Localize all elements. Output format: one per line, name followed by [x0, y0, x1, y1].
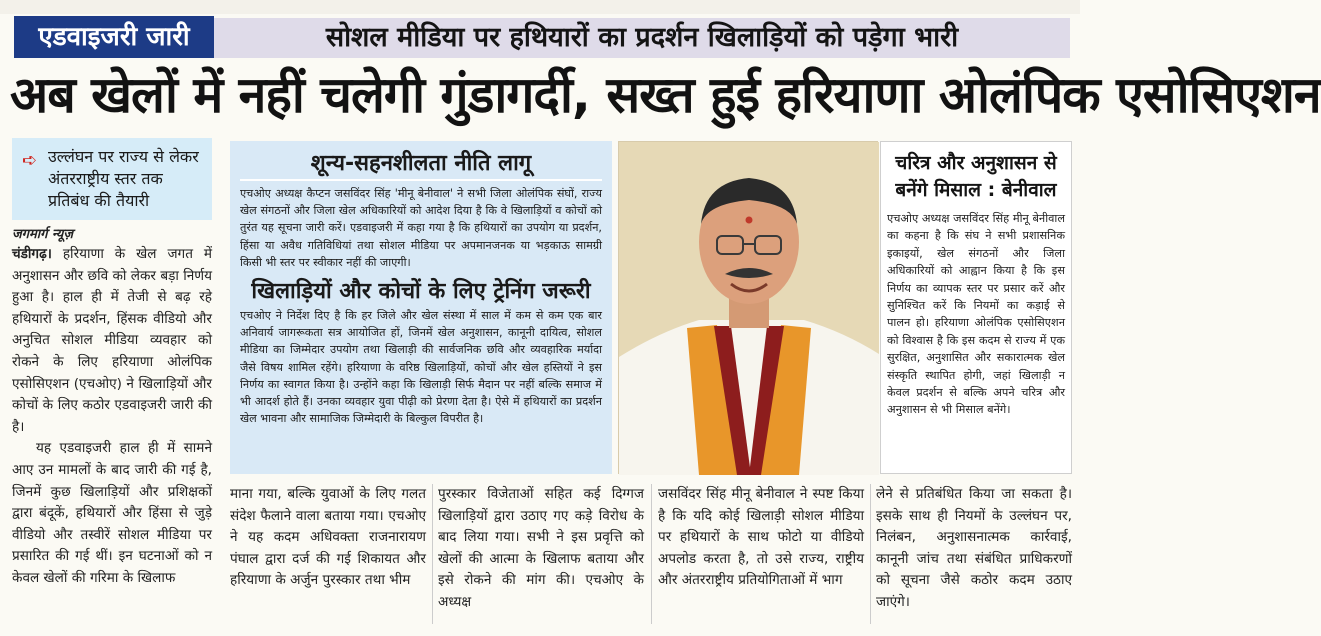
training-text: एचओए ने निर्देश दिए है कि हर जिले और खेल संस्था में साल में कम से कम एक बार अनिवार्य जागरूकता सत्र आयोजित हों, जिनमें खेल अनुशासन, कानूनी दायित्व, सोशल मीडिया का जिम्मेदार उपयोग तथा खिलाड़ी की सार्वजनिक छवि और व्यवहारिक मर्यादा जैसे विषय शामिल रहेंगे। हरियाणा के वरिष्ठ खिलाड़ियों, कोचों और खेल हस्तियों ने इस निर्णय का स्वागत किया है। उन्होंने कहा कि खिलाड़ी सिर्फ मैदान पर नहीं बल्कि समाज में भी आदर्श होते हैं। उनका व्यवहार युवा पीढ़ी को प्रेरणा देता है। ऐसे में हथियारों का प्रदर्शन खेल भावना और सामाजिक जिम्मेदारी के बिल्कुल विपरीत है।: [240, 309, 602, 426]
top-strip: [0, 0, 1080, 14]
highlight-box: [12, 138, 212, 220]
training-heading: खिलाड़ियों और कोचों के लिए ट्रेनिंग जरूरी: [251, 279, 591, 305]
article-column-2: [230, 484, 426, 628]
article-column-3: [438, 484, 644, 628]
arrow-right-icon: ➪: [22, 150, 38, 171]
advisory-tag: एडवाइजरी जारी: [14, 16, 214, 58]
highlight-text: उल्लंघन पर राज्य से लेकर अंतरराष्ट्रीय स्तर तक प्रतिबंध की तैयारी: [48, 147, 199, 210]
quote-heading: चरित्र और अनुशासन से बनेंगे मिसाल : बेनीवाल: [895, 152, 1057, 201]
column-5-text: लेने से प्रतिबंधित किया जा सकता है। इसके साथ ही नियमों के उल्लंघन पर, निलंबन, अनुशासनात्मक कार्रवाई, कानूनी जांच तथा संबंधित प्राधिकरणों को सूचना जैसे कठोर कदम उठाए जाएंगे।: [876, 486, 1072, 610]
quote-box: [880, 141, 1072, 474]
policy-text: एचओए अध्यक्ष कैप्टन जसविंदर सिंह 'मीनू बेनीवाल' ने सभी जिला ओलंपिक संघों, राज्य खेल संगठनों और जिला खेल अधिकारियों को आदेश दिया है कि वे खिलाड़ियों व कोचों को तुरंत यह सूचना जारी करें। एडवाइजरी में कहा गया है कि हथियारों का उपयोग या प्रदर्शन, हिंसा या अवैध गतिविधियां तथा सोशल मीडिया पर अपमानजनक या भड़काऊ सामग्री किसी भी स्तर पर स्वीकार नहीं की जाएगी।: [240, 187, 602, 269]
byline: जगमार्ग न्यूज़: [12, 227, 73, 242]
lead-paragraph: [12, 244, 212, 438]
column-3-text: पुरस्कार विजेताओं सहित कई दिग्गज खिलाड़ियों द्वारा उठाए गए कड़े विरोध के बाद लिया गया। सभी ने इस प्रवृत्ति को खेलों की आत्मा के खिलाफ बताया और इसे रोकने की मांग की। एचओए के अध्यक्ष: [438, 486, 644, 610]
president-photo: [618, 141, 878, 474]
article-column-4: [658, 484, 864, 628]
article-column-1: [12, 244, 212, 628]
lead-text: हरियाणा के खेल जगत में अनुशासन और छवि को लेकर बड़ा निर्णय हुआ है। हाल ही में तेजी से बढ़ रहे हथियारों के प्रदर्शन, हिंसक वीडियो और अनुचित सोशल मीडिया व्यवहार को रोकने के लिए हरियाणा ओलंपिक एसोसिएशन (एचओए) ने खिलाड़ियों और कोचों के लिए कठोर एडवाइजरी जारी की है।: [12, 246, 212, 435]
subheadline: सोशल मीडिया पर हथियारों का प्रदर्शन खिलाड़ियों को पड़ेगा भारी: [214, 18, 1070, 58]
dateline: चंडीगढ़।: [12, 246, 52, 262]
column-divider: [432, 484, 433, 624]
column-4-text: जसविंदर सिंह मीनू बेनीवाल ने स्पष्ट किया है कि यदि कोई खिलाड़ी सोशल मीडिया पर हथियारों के साथ फोटो या वीडियो अपलोड करता है, तो उसे राज्य, राष्ट्रीय और अंतरराष्ट्रीय प्रतियोगिताओं में भाग: [658, 486, 864, 589]
column-divider: [651, 484, 652, 624]
column-2-text: माना गया, बल्कि युवाओं के लिए गलत संदेश फैलाने वाला बताया गया। एचओए ने यह कदम अधिवक्ता राजनारायण पंघाल द्वारा दर्ज की गई शिकायत और हरियाणा के अर्जुन पुरस्कार तथा भीम: [230, 486, 426, 589]
headline: अब खेलों में नहीं चलेगी गुंडागर्दी, सख्त हुई हरियाणा ओलंपिक एसोसिएशन: [10, 66, 1321, 124]
body-paragraph: यह एडवाइजरी हाल ही में सामने आए उन मामलों के बाद जारी की गई है, जिनमें कुछ खिलाड़ियों और प्रशिक्षकों द्वारा बंदूकें, हथियारों और हिंसा से जुड़े वीडियो और तस्वीरें सोशल मीडिया पर प्रसारित की गई थीं। इन घटनाओं को न केवल खेलों की गरिमा के खिलाफ: [12, 440, 212, 586]
quote-text: एचओए अध्यक्ष जसविंदर सिंह मीनू बेनीवाल का कहना है कि संघ ने सभी प्रशासनिक इकाइयों, खेल संगठनों और जिला अधिकारियों को आह्वान किया है कि इस निर्णय का व्यापक स्तर पर प्रसार करें और सुनिश्चित करें कि नियमों का कड़ाई से पालन हो। हरियाणा ओलंपिक एसोसिएशन को विश्वास है कि इस कदम से राज्य में एक सुरक्षित, अनुशासित और सकारात्मक खेल संस्कृति स्थापित होगी, जहां खिलाड़ी न केवल प्रदर्शन से बल्कि अपने चरित्र और अनुशासन से भी मिसाल बनेंगे।: [887, 212, 1065, 417]
column-divider: [870, 484, 871, 624]
policy-heading: शून्य-सहनशीलता नीति लागू: [240, 149, 602, 181]
portrait-illustration: [619, 142, 879, 475]
policy-box: [230, 141, 612, 474]
article-column-5: [876, 484, 1072, 628]
